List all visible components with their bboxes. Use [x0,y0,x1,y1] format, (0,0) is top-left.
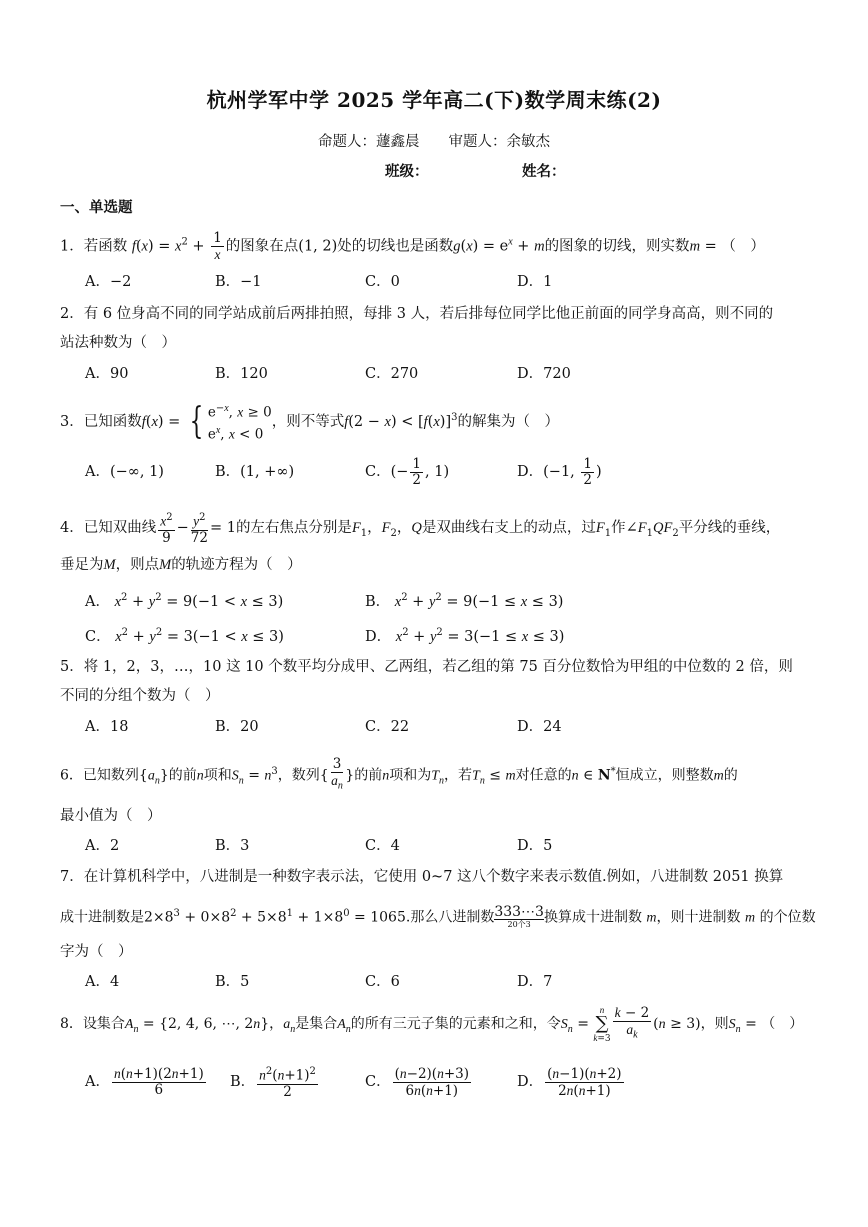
q6-option-c[interactable]: C．4 [365,838,400,854]
question-7-line1: 7．在计算机科学中，八进制是一种数字表示法，它使用 0~7 这八个数字来表示数值.例如，八进制数 2051 换算 [60,869,784,885]
class-label: 班级： [385,163,429,180]
question-4-line2: 垂足为M，则点M的轨迹方程为（ ） [60,557,302,573]
q2-option-c[interactable]: C．270 [365,366,419,382]
question-2-line2: 站法种数为（ ） [60,335,176,351]
question-1: 1．若函数 $f(x) = x^2$ + $\frac{1}{x}$ 的图象在点(1, 2)处的切线也是函数$g(x) = e^x + m$的图象的切线，则实数m = （ ） [60,230,765,262]
q5-option-c[interactable]: C．22 [365,719,410,735]
q3-option-d[interactable]: D．(−1, $\frac{1}{2}$ ) [517,455,602,488]
q5-option-b[interactable]: B．20 [215,719,259,735]
q2-option-b[interactable]: B．120 [215,366,268,382]
question-4: 4．已知双曲线 $\frac{x^2}{9}$ − $\frac{y^2}{72}$ = 1的左右焦点分别是$F_1$，$F_2$，Q是双曲线右支上的动点，过$F_1$作$\angle F_1QF_2$平分线的垂线， [60,512,781,546]
q2-option-a[interactable]: A．90 [85,366,129,382]
q8-option-b[interactable]: B． $\frac{n^2(n+1)^2}{2}$ [230,1066,316,1100]
q3-option-c[interactable]: C．(− $\frac{1}{2}$ , 1) [365,455,450,488]
authors-line: 命题人：蘧鑫晨 审题人：余敏杰 [318,134,550,150]
q2-option-d[interactable]: D．720 [517,366,571,382]
section-heading: 一、单选题 [60,199,133,216]
q4-option-a[interactable]: A． $x^2 + y^2 = 9(-1 < x \le 3)$ [85,592,284,610]
q4-option-d[interactable]: D． $x^2 + y^2 = 3(-1 \le x \le 3)$ [365,627,565,645]
q1-option-d[interactable]: D．1 [517,274,553,290]
q7-option-d[interactable]: D．7 [517,974,553,990]
q6-option-b[interactable]: B．3 [215,838,250,854]
question-6-line2: 最小值为（ ） [60,808,162,824]
q4-option-b[interactable]: B． $x^2 + y^2 = 9(-1 \le x \le 3)$ [365,592,564,610]
question-8: 8．设集合$A_n = \{2$, 4, 6, ⋯, 2n}，$a_n$是集合$A_n$的所有三元子集的元素和之和，令$S_n$ = n ∑ k=3 $\frac{k - 2}{a_k}$ (n ≥ 3)，则$S_n$ = （ ） [60,1004,804,1044]
q5-option-a[interactable]: A．18 [85,719,129,735]
q7-option-c[interactable]: C．6 [365,974,400,990]
q4-option-c[interactable]: C． $x^2 + y^2 = 3(-1 < x \le 3)$ [85,627,284,645]
q8-option-d[interactable]: D． $\frac{(n-1)(n+2)}{2n(n+1)}$ [517,1065,622,1099]
q7-option-a[interactable]: A．4 [85,974,120,990]
q7-option-b[interactable]: B．5 [215,974,250,990]
question-7-line2: 成十进制数是$2\times 8^3 + 0\times 8^2 + 5\times 8^1 + 1\times 8^0 = 1065$.那么八进制数 333⋯3 20个3 换算成十进制数 m，则十进制数 m 的个位数 [60,904,816,930]
question-5-line1: 5．将 1，2，3，…，10 这 10 个数平均分成甲、乙两组，若乙组的第 75 百分位数恰为甲组的中位数的 2 倍，则 [60,659,793,675]
q3-option-a[interactable]: A．(−∞, 1) [85,464,164,480]
q1-option-b[interactable]: B．−1 [215,274,262,290]
q1-option-a[interactable]: A．−2 [85,274,132,290]
question-2-line1: 2．有 6 位身高不同的同学站成前后两排拍照，每排 3 人，若后排每位同学比他正前面的同学身高高，则不同的 [60,306,774,322]
name-label: 姓名： [522,163,566,180]
question-5-line2: 不同的分组个数为（ ） [60,688,220,704]
q3-option-b[interactable]: B．(1, +∞) [215,464,295,480]
q6-option-a[interactable]: A．2 [85,838,120,854]
q8-option-a[interactable]: A． $\frac{n(n+1)(2n+1)}{6}$ [85,1066,204,1098]
question-3: 3．已知函数f(x) = { $e^{-x}$, x ≥ 0 $e^x$, x < 0 ，则不等式$f(2 - x) < [f(x)]^3$的解集为（ ） [60,400,559,443]
question-6: 6．已知数列$\{a_n\}$的前n项和$S_n = n^3$，数列{ $\frac{3}{a_n}$ }的前n项和为$T_n$，若$T_n \le m$对任意的n ∈ N*恒成立，则整数m的 [60,756,738,792]
exam-title: 杭州学军中学 2025 学年高二(下)数学周末练(2) [206,88,662,112]
q5-option-d[interactable]: D．24 [517,719,562,735]
question-7-line3: 字为（ ） [60,944,133,960]
q8-option-c[interactable]: C． $\frac{(n-2)(n+3)}{6n(n+1)}$ [365,1065,469,1099]
q1-option-c[interactable]: C．0 [365,274,400,290]
q6-option-d[interactable]: D．5 [517,838,553,854]
